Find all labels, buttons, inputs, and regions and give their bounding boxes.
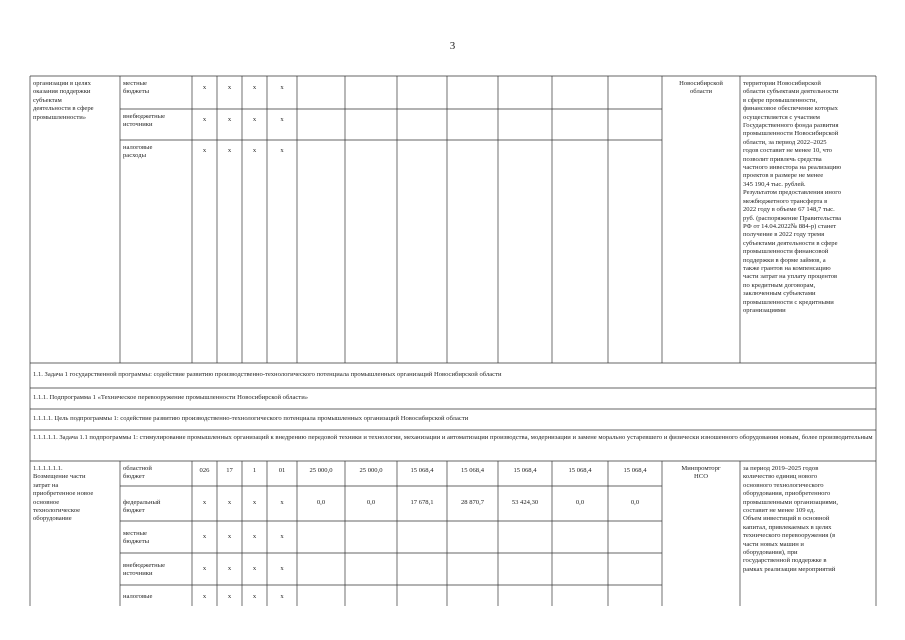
subprogram-heading: 1.1.1. Подпрограмма 1 «Техническое перевооружение промышленности Новосибирской области» [33, 394, 309, 401]
value-cell: 25 000,0 [309, 467, 333, 474]
source-label: налоговые [123, 593, 153, 600]
code-cell: x [252, 84, 257, 91]
value-cell: 17 678,1 [410, 499, 434, 506]
code-cell: x [252, 499, 257, 506]
code-cell: x [252, 147, 257, 154]
page-number: 3 [449, 40, 456, 52]
code-cell: x [252, 565, 257, 572]
code-cell: x [280, 533, 284, 540]
event-description: 1.1.1.1.1.1. Возмещение части затрат на приобретенное новое основное технологическое оборудование [33, 465, 94, 523]
value-cell: 15 068,4 [410, 467, 434, 474]
code-cell: x [280, 593, 284, 600]
code-cell: x [202, 533, 207, 540]
expected-result: за период 2019–2025 годов количество единиц нового основного технологического оборудования, приобретенного промышленными организациями, составит не менее 109 ед. Объем инвестиций в основной капитал, привлекаемых в целях технического перевооружения (в части новых машин и оборудования), при государственной поддержке в рамках реализации мероприятий [743, 465, 838, 573]
code-cell: x [252, 116, 257, 123]
value-cell: 28 870,7 [460, 499, 485, 506]
code-cell: x [202, 116, 207, 123]
value-cell: 0,0 [630, 499, 640, 506]
expected-result: территории Новосибирской области субъектами деятельности в сфере промышленности, финансовое обеспечение которых осуществляется с участием Государственного фонда развития промышленности Новосибирской области, за период 2022–2025 годов составит не менее 10, что позволит привлечь средства частного инвестора на реализацию проектов в размере не менее 345 190,4 тыс. рублей. Результатом предоставления иного межбюджетного трансферта в 2022 году в объеме 67 148,7 тыс. руб. (распоряжение Правительства РФ от 14.04.2022№ 884-р) станет получение в 2022 году тремя субъектами деятельности в сфере промышленности финансовой поддержки в форме займов, а также грантов на компенсацию части затрат на уплату процентов по кредитным договорам, заключенным субъектами промышленности с кредитными организациями [743, 80, 842, 314]
code-cell: x [202, 499, 207, 506]
value-cell: 0,0 [366, 499, 376, 506]
executor: Минпромторг НСО [681, 465, 721, 481]
value-cell: 15 068,4 [568, 467, 592, 474]
value-cell: 15 068,4 [513, 467, 537, 474]
source-label: местные бюджеты [123, 80, 150, 96]
source-label: внебюджетные источники [123, 562, 166, 578]
code-cell: x [280, 565, 284, 572]
value-cell: 15 068,4 [623, 467, 647, 474]
code-cell: 01 [278, 467, 286, 474]
code-cell: x [252, 593, 257, 600]
source-label: областной бюджет [123, 465, 152, 481]
code-cell: x [227, 533, 232, 540]
code-cell: 026 [199, 467, 210, 474]
code-cell: x [280, 147, 284, 154]
code-cell: x [280, 116, 284, 123]
code-cell: x [202, 84, 207, 91]
source-label: федеральный бюджет [123, 499, 161, 515]
program-task-heading: 1.1. Задача 1 государственной программы: содействие развитию производственно-технологического потенциала промышленных организаций Новосибирской области [33, 371, 502, 378]
subprogram-goal-heading: 1.1.1.1. Цель подпрограммы 1: содействие развитию производственно-технологического потенциала промышленных организаций Новосибирской области [33, 415, 469, 422]
source-label: налоговые расходы [123, 144, 153, 160]
code-cell: x [202, 593, 207, 600]
value-cell: 0,0 [575, 499, 585, 506]
code-cell: x [227, 593, 232, 600]
value-cell: 0,0 [316, 499, 326, 506]
source-label: местные бюджеты [123, 530, 150, 546]
code-cell: x [227, 499, 232, 506]
code-cell: x [227, 116, 232, 123]
code-cell: x [252, 533, 257, 540]
code-cell: x [227, 147, 232, 154]
executor: Новосибирской области [679, 80, 723, 96]
value-cell: 53 424,30 [511, 499, 539, 506]
value-cell: 25 000,0 [359, 467, 383, 474]
code-cell: x [227, 84, 232, 91]
code-cell: x [202, 147, 207, 154]
code-cell: 17 [226, 467, 233, 474]
code-cell: x [280, 499, 284, 506]
code-cell: x [280, 84, 284, 91]
value-cell: 15 068,4 [460, 467, 485, 474]
subprogram-task-heading: 1.1.1.1.1. Задача 1.1 подпрограммы 1: стимулирование промышленных организаций к внедрению передовой техники и технологии, механизации и автоматизации производства, модернизации и замене морально устаревшего и физически изношенного оборудования новым, более производительным [33, 434, 873, 441]
code-cell: x [227, 565, 232, 572]
code-cell: x [202, 565, 207, 572]
source-label: внебюджетные источники [123, 113, 166, 129]
code-cell: 1 [252, 467, 257, 474]
event-description: организации в целях оказания поддержки субъектам деятельности в сфере промышленности» [33, 80, 94, 121]
